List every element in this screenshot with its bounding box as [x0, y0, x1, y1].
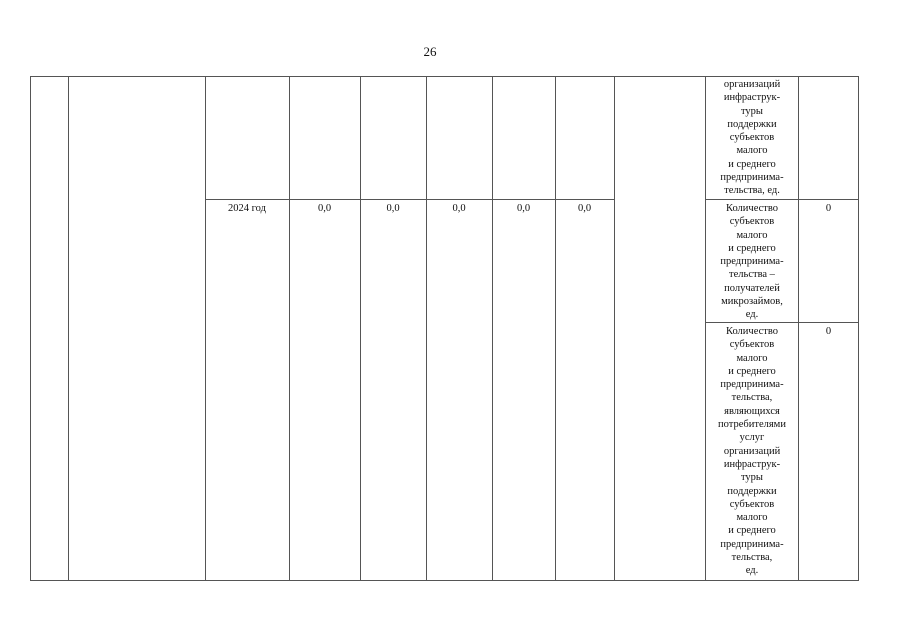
- indicator-cell-2: Количество субъектов малого и среднего предпринима- тельства – получателей микрозаймов, ед.: [720, 203, 784, 321]
- indicator-value-3: 0: [825, 326, 832, 337]
- col-border-6: [492, 76, 493, 581]
- col-border-0: [30, 76, 31, 581]
- col-border-7: [555, 76, 556, 581]
- indicator-cell-1: организаций инфраструк- туры поддержки субъектов малого и среднего предпринима- тельства, ед.: [720, 79, 784, 197]
- value-cell-2: 0,0: [386, 203, 400, 214]
- year-cell: 2024 год: [228, 203, 266, 214]
- indicator-cell-3: Количество субъектов малого и среднего предпринима- тельства, являющихся потребителями услуг организаций инфраструк- туры поддержки субъектов малого и среднего предпринима- тельства, ед.: [718, 326, 786, 577]
- col-border-4: [360, 76, 361, 581]
- row-divider-indicator-1: [705, 199, 859, 200]
- row-divider-year: [205, 199, 615, 200]
- value-cell-1: 0,0: [317, 203, 332, 214]
- row-divider-indicator-2: [705, 322, 859, 323]
- col-border-5: [426, 76, 427, 581]
- table-top-border: [30, 76, 859, 77]
- page-number: 26: [423, 44, 437, 59]
- value-cell-4: 0,0: [516, 203, 531, 214]
- value-cell-3: 0,0: [452, 203, 466, 214]
- col-border-1: [68, 76, 69, 581]
- table-bottom-border: [30, 580, 859, 581]
- col-border-8: [614, 76, 615, 581]
- indicator-value-2: 0: [825, 203, 832, 214]
- value-cell-5: 0,0: [577, 203, 592, 214]
- col-border-3: [289, 76, 290, 581]
- col-border-2: [205, 76, 206, 581]
